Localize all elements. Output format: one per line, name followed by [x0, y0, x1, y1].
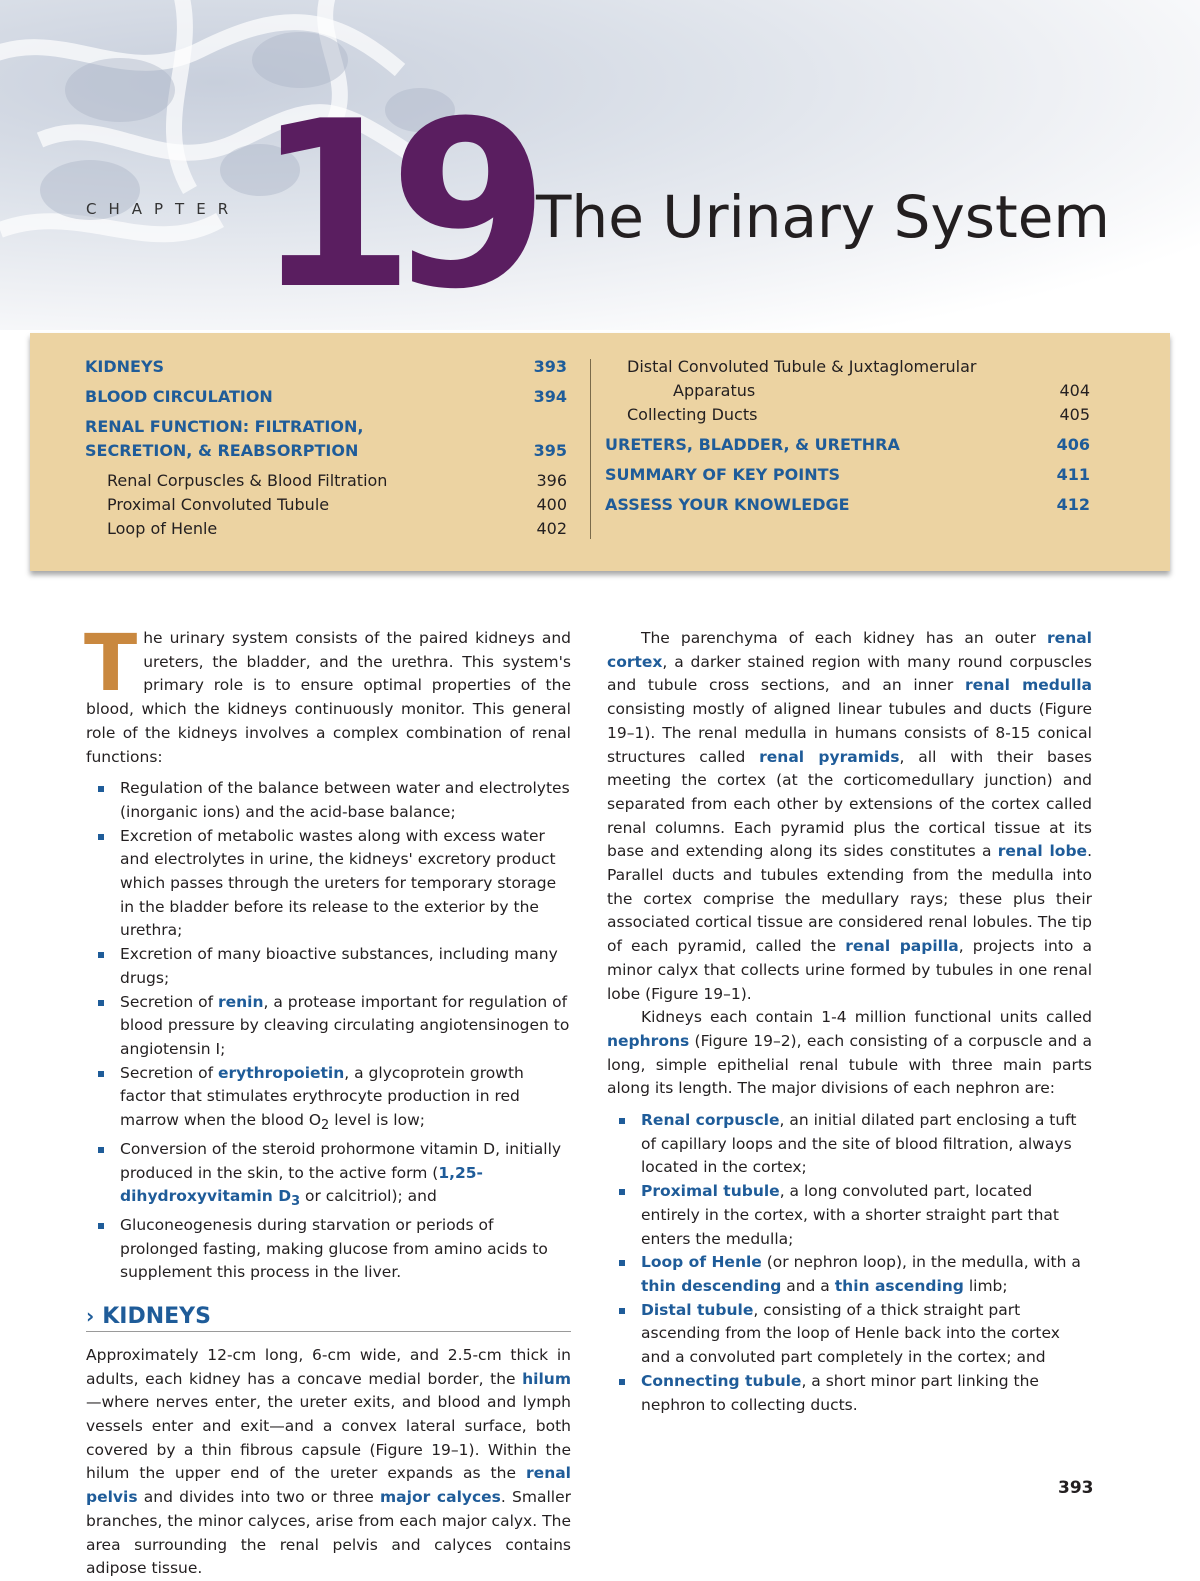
- toc-item-page: 402: [536, 519, 567, 538]
- list-item: Connecting tubule, a short minor part linking the nephron to collecting ducts.: [607, 1370, 1092, 1417]
- toc-item-page: 404: [1059, 381, 1090, 400]
- key-term: major calyces: [380, 1488, 501, 1507]
- toc-item-loop-of-henle[interactable]: [85, 517, 567, 541]
- toc-item-collecting-ducts[interactable]: [605, 403, 1090, 427]
- key-term: erythropoietin: [217, 1063, 345, 1082]
- key-term: renal medulla: [964, 676, 1092, 695]
- drop-cap: T: [84, 619, 138, 709]
- toc-item-distal-tubule[interactable]: [605, 355, 1090, 403]
- kidneys-paragraph-1: Approximately 12-cm long, 6-cm wide, and 2.5-cm thick in adults, each kidney has a concave medial border, the hilum—where nerves enter, the ureter exits, and blood and lymph vessels enter and exit—and a convex lateral surface, both covered by a thin fibrous capsule (Figure 19–1). Within the hilum the upper end of the ureter expands as the renal pelvis and divides into two or three major calyces. Smaller branches, the minor calyces, arise from each major calyx. The area surrounding the renal pelvis and calyces contains adipose tissue.: [86, 1345, 572, 1578]
- nephron-divisions-list: [607, 1109, 1092, 1417]
- toc-item-page: 411: [1056, 465, 1090, 484]
- key-term: renal lobe: [997, 842, 1088, 861]
- toc-item-label: Renal Corpuscles & Blood Filtration: [107, 471, 388, 490]
- chapter-contents-box: [30, 333, 1170, 571]
- list-item: Excretion of many bioactive substances, including many drugs;: [86, 943, 571, 990]
- body-column-left: [84, 619, 572, 1581]
- chapter-title: The Urinary System: [536, 183, 1110, 251]
- key-term: thin descending: [641, 1276, 782, 1295]
- list-item: Excretion of metabolic wastes along with excess water and electrolytes in urine, the kidneys' excretory product which passes through the ureters for temporary storage in the bladder before its release to the exterior by the urethra;: [86, 825, 571, 944]
- toc-item-label: Distal Convoluted Tubule & Juxtaglomerular: [627, 357, 977, 376]
- toc-item-label: URETERS, BLADDER, & URETHRA: [605, 435, 900, 454]
- key-term: thin ascending: [834, 1276, 964, 1295]
- toc-item-page: 400: [536, 495, 567, 514]
- toc-left-column: [85, 355, 567, 541]
- toc-item-label-line2: SECRETION, & REABSORPTION: [85, 441, 359, 460]
- toc-item-page: 406: [1056, 435, 1090, 454]
- chapter-banner: [0, 0, 1200, 330]
- list-item: Secretion of renin, a protease important for regulation of blood pressure by cleaving circulating angiotensinogen to angiotensin I;: [86, 991, 571, 1062]
- toc-item-label: Proximal Convoluted Tubule: [107, 495, 330, 514]
- toc-item-label: KIDNEYS: [85, 357, 165, 376]
- toc-item-label: ASSESS YOUR KNOWLEDGE: [605, 495, 850, 514]
- list-item: Loop of Henle (or nephron loop), in the medulla, with a thin descending and a thin ascending limb;: [607, 1251, 1092, 1298]
- key-term: renal papilla: [845, 937, 959, 956]
- list-item: Conversion of the steroid prohormone vitamin D, initially produced in the skin, to the active form (1,25-dihydroxyvitamin $D_3$ or calcitriol); and: [86, 1138, 571, 1214]
- toc-item-page: 412: [1056, 495, 1090, 514]
- key-term: renal cortex: [607, 629, 1092, 671]
- list-item: Renal corpuscle, an initial dilated part enclosing a tuft of capillary loops and the site of blood filtration, always located in the cortex;: [607, 1109, 1092, 1180]
- list-item: Regulation of the balance between water and electrolytes (inorganic ions) and the acid-base balance;: [86, 777, 571, 824]
- toc-item-renal-corpuscles[interactable]: [85, 469, 567, 493]
- toc-item-label: BLOOD CIRCULATION: [85, 387, 273, 406]
- kidneys-paragraph-3: Kidneys each contain 1-4 million functional units called nephrons (Figure 19–2), each consisting of a corpuscle and a long, simple epithelial renal tubule with three main parts along its length. The major divisions of each nephron are:: [607, 1008, 1092, 1098]
- toc-item-kidneys[interactable]: [85, 355, 567, 379]
- chapter-number: 19: [255, 73, 524, 330]
- toc-item-renal-function[interactable]: [85, 415, 567, 463]
- body-column-right: [607, 627, 1092, 1417]
- toc-item-summary[interactable]: [605, 463, 1090, 487]
- page-number: 393: [1058, 1478, 1094, 1498]
- key-term: Loop of Henle: [641, 1253, 762, 1272]
- section-heading-kidneys: › KIDNEYS: [86, 1305, 571, 1332]
- toc-item-page: 405: [1059, 405, 1090, 424]
- intro-paragraph: The urinary system consists of the paired kidneys and ureters, the bladder, and the urethra. This system's primary role is to ensure optimal properties of the blood, which the kidneys continuously monitor. This general role of the kidneys involves a complex combination of renal functions:: [84, 619, 571, 766]
- toc-item-page: 396: [536, 471, 567, 490]
- toc-item-label: SUMMARY OF KEY POINTS: [605, 465, 841, 484]
- key-term: renin: [217, 992, 264, 1011]
- key-term: 1,25-dihydroxyvitamin D: [120, 1163, 483, 1206]
- toc-item-page: 395: [533, 441, 567, 460]
- toc-item-label: Collecting Ducts: [627, 405, 758, 424]
- toc-item-proximal-tubule[interactable]: [85, 493, 567, 517]
- chevron-right-icon: ›: [86, 1304, 95, 1329]
- key-term: Proximal tubule: [641, 1182, 780, 1201]
- toc-item-assess-knowledge[interactable]: [605, 493, 1090, 517]
- key-term: Renal corpuscle: [641, 1111, 780, 1130]
- list-item: Secretion of erythropoietin, a glycoprotein growth factor that stimulates erythrocyte production in red marrow when the blood $O_2$ level is low;: [86, 1062, 571, 1138]
- key-term: nephrons: [607, 1031, 690, 1050]
- toc-item-page: 393: [533, 357, 567, 376]
- kidneys-paragraph-2: The parenchyma of each kidney has an outer renal cortex, a darker stained region with many round corpuscles and tubule cross sections, and an inner renal medulla consisting mostly of aligned linear tubules and ducts (Figure 19–1). The renal medulla in humans consists of 8-15 conical structures called renal pyramids, all with their bases meeting the cortex (at the corticomedullary junction) and separated from each other by extensions of the cortex called renal columns. Each pyramid plus the cortical tissue at its base and extending along its sides constitutes a renal lobe. Parallel ducts and tubules extending from the medulla into the cortex comprise the medullary rays; these plus their associated cortical tissue are considered renal lobules. The tip of each pyramid, called the renal papilla, projects into a minor calyx that collects urine formed by tubules in one renal lobe (Figure 19–1).: [607, 629, 1092, 1003]
- key-term: Distal tubule: [641, 1300, 754, 1319]
- key-term: renal pelvis: [86, 1464, 571, 1507]
- toc-divider: [590, 359, 591, 539]
- toc-item-blood-circulation[interactable]: [85, 385, 567, 409]
- toc-item-label: RENAL FUNCTION: FILTRATION,: [85, 417, 364, 436]
- key-term: hilum: [522, 1369, 571, 1388]
- list-item: Proximal tubule, a long convoluted part, located entirely in the cortex, with a shorter straight part that enters the medulla;: [607, 1180, 1092, 1251]
- key-term: renal pyramids: [759, 747, 900, 766]
- toc-right-column: [605, 355, 1090, 523]
- list-item: Gluconeogenesis during starvation or periods of prolonged fasting, making glucose from amino acids to supplement this process in the liver.: [86, 1214, 571, 1285]
- tissue-background-image: [0, 0, 1200, 330]
- key-term: Connecting tubule: [641, 1371, 802, 1390]
- chapter-label: CHAPTER: [86, 200, 241, 218]
- toc-item-page: 394: [533, 387, 567, 406]
- toc-item-label-line2: Apparatus: [673, 381, 756, 400]
- list-item: Distal tubule, consisting of a thick straight part ascending from the loop of Henle back into the cortex and a convoluted part completely in the cortex; and: [607, 1299, 1092, 1370]
- renal-functions-list: [86, 777, 571, 1285]
- toc-item-label: Loop of Henle: [107, 519, 218, 538]
- toc-item-ureters-bladder-urethra[interactable]: [605, 433, 1090, 457]
